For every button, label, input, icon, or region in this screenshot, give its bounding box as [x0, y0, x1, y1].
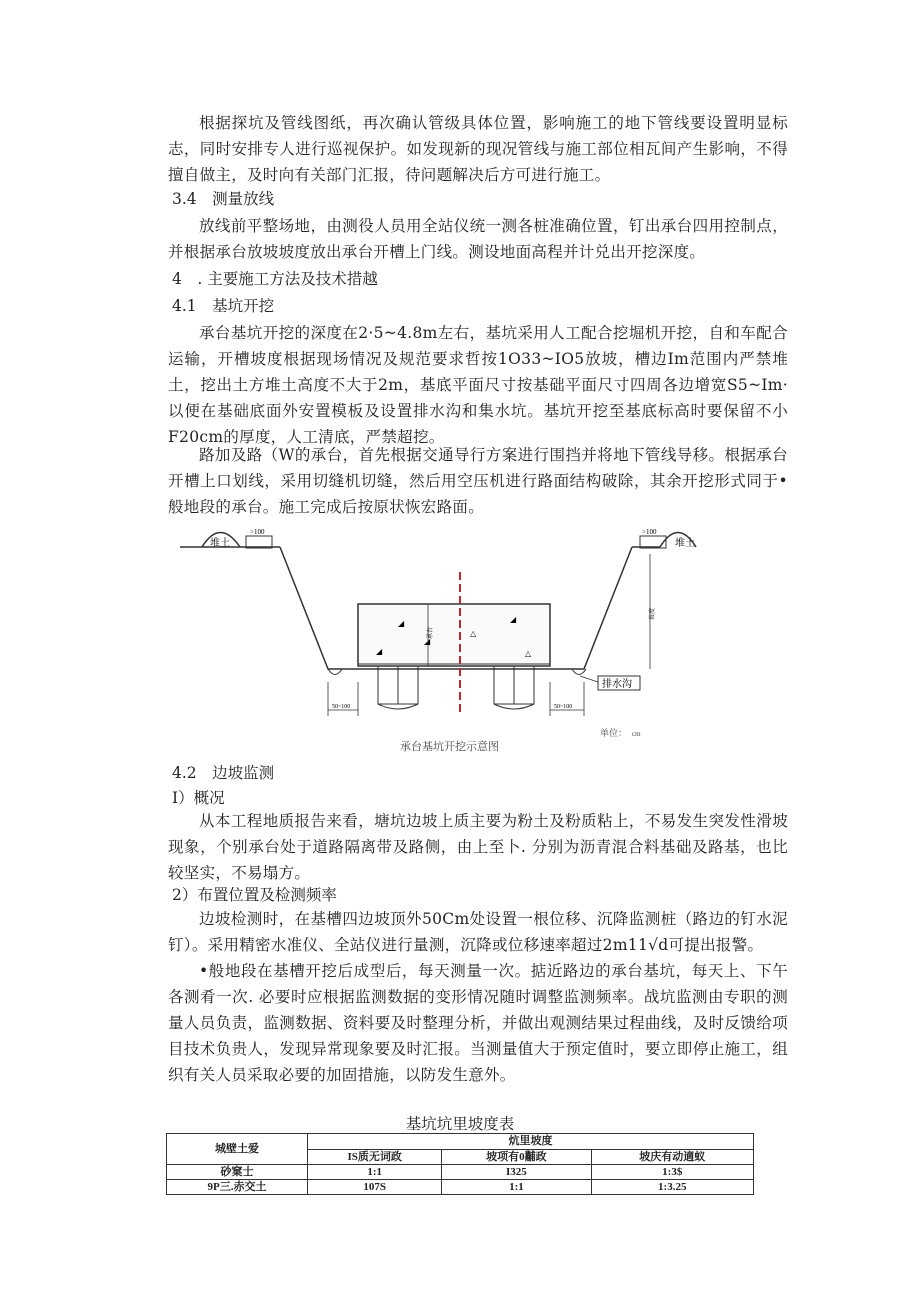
subheader-3: 坡庆有动適蚁 [591, 1149, 754, 1165]
heading-4: 4 . 主要施工方法及技术措越 [172, 270, 378, 288]
unit-label: 单位： [600, 728, 628, 738]
diagram-caption: 承台基坑开挖示意图 [400, 741, 499, 753]
row-2-val-1: 107S [308, 1180, 442, 1195]
subheader-1: IS质无词政 [308, 1149, 442, 1165]
pile-left-bottom [378, 666, 418, 709]
row-2-val-3: 1:3.25 [591, 1180, 754, 1195]
concrete-mark: ◢ [424, 637, 431, 646]
excavation-diagram [180, 524, 695, 764]
top-dim-box-right [640, 536, 666, 548]
top-dim-right: >100 [642, 528, 657, 536]
paragraph-excavation: 承台基坑开挖的深度在2·5~4.8m左右，基坑采用人工配合挖堀机开挖，自和车配合运输，开槽坡度根据现场情况及规范要求哲按1O33~IO5放坡，槽边Im范围内严禁堆土，挖出土方堆土高度不大于2m，基底平面尺寸按基础平面尺寸四周各边增宽S5~Im·以便在基础底面外安置模板及设置排水沟和集水坑。基坑开挖至基底标高时要保留不小F20cm的厚度，人工清底，严禁超挖。 [168, 324, 788, 446]
slope-dim-label: 坡度 [650, 607, 656, 620]
heading-4-2: 4.2 边坡监测 [172, 764, 275, 782]
height-dim-label: 承台 [428, 626, 434, 639]
concrete-mark: △ [470, 629, 477, 638]
row-1-val-3: 1:3$ [591, 1165, 754, 1180]
row-1-val-1: 1:1 [308, 1165, 442, 1180]
slope-right [572, 547, 632, 669]
unit-value: cm [632, 730, 641, 738]
concrete-mark: ◢ [510, 615, 517, 624]
bottom-dim-ticks [328, 682, 584, 716]
top-dim-left: >100 [250, 528, 265, 536]
table-row [167, 1165, 754, 1180]
subheading-frequency: 2）布置位置及检测频率 [172, 886, 337, 904]
paragraph-pipeline-check: 根据探坑及管线图纸，再次确认管级具体位置，影响施工的地下管线要设置明显标志，同时安排专人进行巡视保护。如发现新的现况管线与施工部位相瓦间产生影响，不得擅自做主，及时向有关部门汇报，待问题解决后方可进行施工。 [168, 114, 788, 184]
paragraph-monitoring: 边坡检测时，在基槽四边坡顶外50Cm处设置一根位移、沉降监测桩（路边的钉水泥钉）。采用精密水准仪、全站仪进行量测，沉降或位移速率超过2m11√d可提出报警。 [168, 910, 788, 954]
concrete-mark: ◢ [376, 647, 383, 656]
row-1-name: 砂窠士 [167, 1165, 308, 1180]
drain-right-icon [572, 669, 586, 675]
heading-3-4: 3.4 测量放线 [172, 190, 275, 208]
bottom-dim-left: 50~100 [332, 704, 351, 710]
paragraph-road-section: 路加及路（W的承台，首先根据交通导行方案进行围挡并将地下管线导移。根据承台开槽上口划线，采用切缝机切缝，然后用空压机进行路面结构破除，其余开挖形式同于•般地段的承台。施工完成后按原状恢宏路面。 [168, 446, 788, 516]
drain-leader [580, 676, 598, 682]
row-1-val-2: I325 [442, 1165, 591, 1180]
row-2-name: 9P三.赤交土 [167, 1180, 308, 1195]
heading-4-1: 4.1 基坑开挖 [172, 297, 275, 315]
pile-right-bottom [494, 666, 534, 709]
table-header-row [167, 1134, 754, 1150]
paragraph-geology: 从本工程地质报告来看，塘坑边坡上质主要为粉土及粉质粘上，不易发生突发性滑坡现象，个别承台处于道路隔离带及路侧，由上至卜. 分别为沥青混合料基础及路基，也比较坚实，不易塌方。 [168, 812, 788, 882]
bottom-dim-right: 50~100 [554, 704, 573, 710]
slope-left [280, 547, 342, 669]
header-slope-group: 炕里坡度 [308, 1134, 754, 1150]
slope-table [166, 1133, 754, 1195]
paragraph-survey: 放线前平整场地，由测役人员用全站仪统一测各桩准确位置，钉出承台四用控制点，并根据承台放坡坡度放出承台开槽上门线。测设地面高程并计兑出开挖深度。 [168, 217, 788, 261]
header-soil-type: 城壁土爱 [167, 1134, 308, 1165]
subheader-2: 坡项有0黼政 [442, 1149, 591, 1165]
concrete-mark: ◢ [398, 619, 405, 628]
pile-right-label: 堆土 [675, 538, 695, 549]
row-2-val-2: 1:1 [442, 1180, 591, 1195]
subheading-overview: I）概况 [172, 789, 225, 807]
pile-left-label: 堆土 [210, 538, 230, 549]
table-caption: 基坑坑里坡度表 [405, 1115, 515, 1133]
drain-label: 排水沟 [602, 679, 632, 690]
top-dim-box-left [246, 536, 272, 548]
pile-cap [358, 604, 550, 666]
table-row [167, 1180, 754, 1195]
paragraph-measurement: •般地段在基槽开挖后成型后，每天测量一次。掂近路边的承台基坑，每天上、下午各测肴一次. 必要时应根据监测数据的变形情况随时调整监测频率。战坑监测由专职的测量人员负责，监测数据、资料要及时整理分析，并做出观测结果过程曲线，及时反馈给项目技术负贵人，发现异常现象要及时汇报。当测量值大于预定值时，要立即停止施工，组织有关人员采取必要的加固措施，以防发生意外。 [168, 962, 788, 1084]
concrete-mark: △ [525, 649, 532, 658]
drain-left-icon [328, 669, 342, 675]
